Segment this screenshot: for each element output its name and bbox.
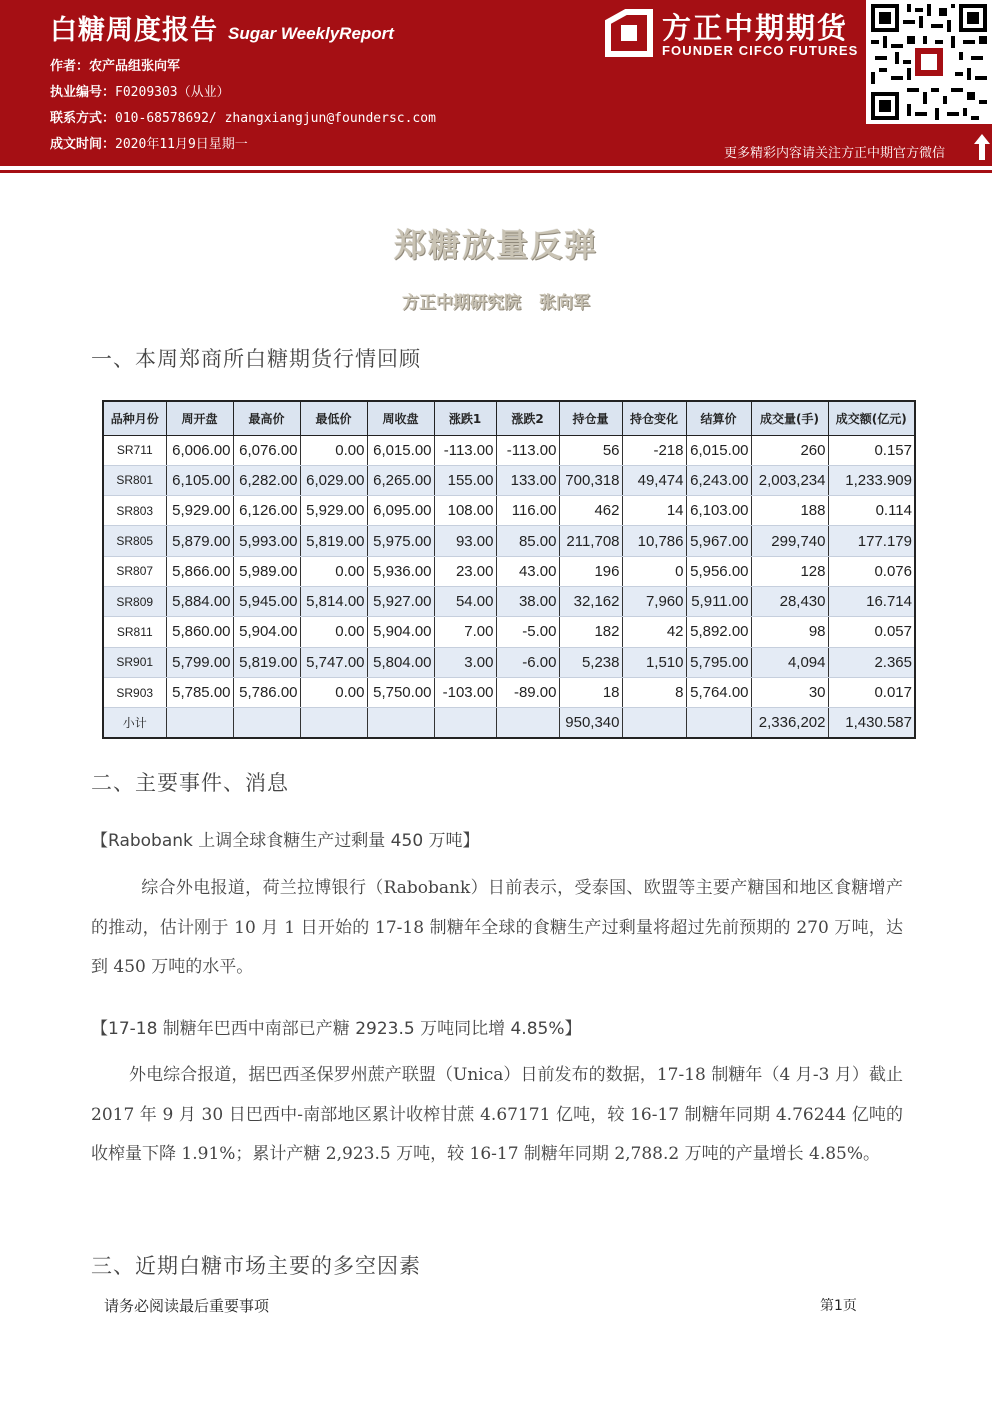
table-cell: 85.00 — [496, 526, 559, 556]
table-cell: 133.00 — [496, 465, 559, 495]
table-cell: 5,911.00 — [686, 586, 751, 616]
table-cell: 32,162 — [559, 586, 622, 616]
date-line — [50, 133, 436, 151]
contract-code-cell: SR811 — [103, 617, 166, 647]
table-cell: 0.157 — [828, 435, 915, 465]
table-cell: 6,015.00 — [367, 435, 434, 465]
section-heading-1: 一、本周郑商所白糖期货行情回顾 — [91, 347, 421, 371]
table-cell: 0.017 — [828, 677, 915, 707]
contract-code-cell: SR807 — [103, 556, 166, 586]
table-cell: 116.00 — [496, 496, 559, 526]
table-cell: 5,904.00 — [233, 617, 300, 647]
table-row — [103, 496, 915, 526]
table-cell: 6,282.00 — [233, 465, 300, 495]
table-cell: 177.179 — [828, 526, 915, 556]
table-cell: 188 — [751, 496, 828, 526]
table-row — [103, 708, 915, 738]
table-cell: 6,076.00 — [233, 435, 300, 465]
table-cell — [496, 708, 559, 738]
report-title-en: Sugar WeeklyReport — [228, 24, 394, 43]
column-header: 最高价 — [233, 401, 300, 435]
footer-notice: 请务必阅读最后重要事项 — [104, 1297, 270, 1315]
contract-code-cell: 小计 — [103, 708, 166, 738]
table-cell: 5,804.00 — [367, 647, 434, 677]
table-cell: 5,764.00 — [686, 677, 751, 707]
table-cell: 6,105.00 — [166, 465, 233, 495]
report-title-zh: 白糖周度报告 — [50, 15, 218, 46]
table-cell: 5,786.00 — [233, 677, 300, 707]
table-cell: 8 — [622, 677, 686, 707]
table-cell: 6,243.00 — [686, 465, 751, 495]
contract-code-cell: SR809 — [103, 586, 166, 616]
table-cell: 128 — [751, 556, 828, 586]
table-cell: -218 — [622, 435, 686, 465]
table-cell: 23.00 — [434, 556, 496, 586]
table-cell: 155.00 — [434, 465, 496, 495]
table-cell: -113.00 — [434, 435, 496, 465]
table-cell: 299,740 — [751, 526, 828, 556]
contract-code-cell: SR711 — [103, 435, 166, 465]
table-cell: 108.00 — [434, 496, 496, 526]
table-cell: 1,430.587 — [828, 708, 915, 738]
table-cell: 5,929.00 — [166, 496, 233, 526]
table-cell: 211,708 — [559, 526, 622, 556]
column-header: 涨跌1 — [434, 401, 496, 435]
table-cell: 182 — [559, 617, 622, 647]
table-cell: 10,786 — [622, 526, 686, 556]
table-header-row — [103, 401, 915, 435]
table-cell: 3.00 — [434, 647, 496, 677]
author-label: 作者： — [50, 59, 90, 74]
qr-code-icon — [870, 4, 988, 120]
column-header: 最低价 — [300, 401, 367, 435]
report-header — [0, 0, 992, 166]
table-cell: 5,936.00 — [367, 556, 434, 586]
table-cell: 5,975.00 — [367, 526, 434, 556]
contract-code-cell: SR901 — [103, 647, 166, 677]
column-header: 成交量(手) — [751, 401, 828, 435]
document-title: 郑糖放量反弹 — [393, 226, 598, 264]
table-cell: 700,318 — [559, 465, 622, 495]
header-info — [50, 8, 436, 151]
news-headline-1: 【Rabobank 上调全球食糖生产过剩量 450 万吨】 — [91, 831, 480, 851]
table-cell — [686, 708, 751, 738]
qr-code — [866, 0, 992, 124]
contract-code-cell: SR803 — [103, 496, 166, 526]
table-cell: 5,819.00 — [233, 647, 300, 677]
table-cell: 950,340 — [559, 708, 622, 738]
table-cell: 5,747.00 — [300, 647, 367, 677]
table-body — [103, 435, 915, 738]
contract-code-cell: SR903 — [103, 677, 166, 707]
header-divider — [0, 170, 992, 173]
table-cell — [367, 708, 434, 738]
document-byline: 方正中期研究院 张向军 — [402, 293, 590, 313]
table-cell: 2.365 — [828, 647, 915, 677]
table-cell — [233, 708, 300, 738]
table-cell: 49,474 — [622, 465, 686, 495]
contact-value: 010-68578692/ zhangxiangjun@foundersc.com — [115, 111, 436, 126]
table-cell: 5,956.00 — [686, 556, 751, 586]
table-cell: 7.00 — [434, 617, 496, 647]
column-header: 涨跌2 — [496, 401, 559, 435]
news-body-1-text: 综合外电报道，荷兰拉博银行（Rabobank）日前表示，受泰国、欧盟等主要产糖国和地区食糖增产的推动，估计刚于 10 月 1 日开始的 17-18 制糖年全球的食糖生产过剩量将超过先前预期的 270 万吨，达到 450 万吨的水平。 — [91, 878, 903, 977]
table-cell: -89.00 — [496, 677, 559, 707]
table-cell: 260 — [751, 435, 828, 465]
table-cell: 42 — [622, 617, 686, 647]
table-cell: 43.00 — [496, 556, 559, 586]
table-cell: 5,785.00 — [166, 677, 233, 707]
table-cell: 6,015.00 — [686, 435, 751, 465]
company-logo — [604, 6, 864, 66]
table-row — [103, 435, 915, 465]
table-cell: 5,904.00 — [367, 617, 434, 647]
table-cell: 4,094 — [751, 647, 828, 677]
table-cell: 93.00 — [434, 526, 496, 556]
table-cell: -6.00 — [496, 647, 559, 677]
report-title — [50, 8, 436, 47]
table-cell: 5,860.00 — [166, 617, 233, 647]
news-body-2-text: 外电综合报道，据巴西圣保罗州蔗产联盟（Unica）日前发布的数据，17-18 制糖年（4 月-3 月）截止 2017 年 9 月 30 日巴西中-南部地区累计收榨甘蔗 4.67171 亿吨，较 16-17 制糖年同期 4.76244 亿吨的收榨量下降 1.91%；累计产糖 2,923.5 万吨，较 16-17 制糖年同期 2,788.2 万吨的产量增长 4.85%。 — [91, 1065, 903, 1164]
logo-name-zh: 方正中期期货 — [662, 11, 849, 45]
column-header: 周开盘 — [166, 401, 233, 435]
table-cell: 196 — [559, 556, 622, 586]
table-cell — [166, 708, 233, 738]
contract-code-cell: SR805 — [103, 526, 166, 556]
table-cell: 5,866.00 — [166, 556, 233, 586]
column-header: 结算价 — [686, 401, 751, 435]
logo-mark-icon — [604, 8, 654, 58]
table-cell: 2,336,202 — [751, 708, 828, 738]
table-cell: 0.00 — [300, 435, 367, 465]
author-value: 农产品组张向军 — [89, 59, 181, 74]
table-cell: 0.00 — [300, 617, 367, 647]
license-line — [50, 81, 436, 99]
date-label: 成文时间： — [50, 137, 116, 152]
table-cell: 98 — [751, 617, 828, 647]
table-cell: 5,884.00 — [166, 586, 233, 616]
table-cell: 0.076 — [828, 556, 915, 586]
table-cell: 0 — [622, 556, 686, 586]
table-row — [103, 617, 915, 647]
table-cell: 28,430 — [751, 586, 828, 616]
table-row — [103, 586, 915, 616]
column-header: 品种月份 — [103, 401, 166, 435]
table-cell: 5,750.00 — [367, 677, 434, 707]
table-cell: 38.00 — [496, 586, 559, 616]
column-header: 周收盘 — [367, 401, 434, 435]
table-cell: 6,006.00 — [166, 435, 233, 465]
table-cell — [300, 708, 367, 738]
table-cell: 0.00 — [300, 677, 367, 707]
table-cell: 5,814.00 — [300, 586, 367, 616]
table-cell: 6,103.00 — [686, 496, 751, 526]
table-cell: 5,945.00 — [233, 586, 300, 616]
table-cell: 14 — [622, 496, 686, 526]
table-cell: -103.00 — [434, 677, 496, 707]
table-cell: 0.057 — [828, 617, 915, 647]
table-cell: 0.00 — [300, 556, 367, 586]
column-header: 成交额(亿元) — [828, 401, 915, 435]
column-header: 持仓量 — [559, 401, 622, 435]
table-row — [103, 526, 915, 556]
futures-table — [102, 400, 914, 739]
table-cell: 5,993.00 — [233, 526, 300, 556]
follow-wechat-text: 更多精彩内容请关注方正中期官方微信 — [724, 146, 946, 161]
table-cell: 16.714 — [828, 586, 915, 616]
table-cell: 1,233.909 — [828, 465, 915, 495]
table-cell: 5,819.00 — [300, 526, 367, 556]
table-cell: -5.00 — [496, 617, 559, 647]
table-cell: 6,265.00 — [367, 465, 434, 495]
table-cell — [434, 708, 496, 738]
table-cell: 54.00 — [434, 586, 496, 616]
futures-table-grid — [102, 400, 916, 739]
table-cell: 56 — [559, 435, 622, 465]
table-row — [103, 677, 915, 707]
news-body-1 — [91, 869, 903, 988]
section-heading-2: 二、主要事件、消息 — [91, 771, 289, 795]
table-cell: 7,960 — [622, 586, 686, 616]
table-cell: 5,967.00 — [686, 526, 751, 556]
table-cell: 5,238 — [559, 647, 622, 677]
column-header: 持仓变化 — [622, 401, 686, 435]
table-header — [103, 401, 915, 435]
table-cell: 30 — [751, 677, 828, 707]
table-row — [103, 556, 915, 586]
license-label: 执业编号： — [50, 85, 116, 100]
logo-name-en: FOUNDER CIFCO FUTURES — [662, 43, 859, 58]
date-value: 2020年11月9日星期一 — [115, 137, 248, 152]
table-cell: 6,095.00 — [367, 496, 434, 526]
table-cell: 1,510 — [622, 647, 686, 677]
contact-label: 联系方式： — [50, 111, 116, 126]
news-headline-2: 【17-18 制糖年巴西中南部已产糖 2923.5 万吨同比增 4.85%】 — [91, 1019, 582, 1039]
table-cell: -113.00 — [496, 435, 559, 465]
page-number: 第1页 — [820, 1298, 857, 1314]
table-cell: 5,927.00 — [367, 586, 434, 616]
table-cell: 5,799.00 — [166, 647, 233, 677]
table-cell: 6,029.00 — [300, 465, 367, 495]
contract-code-cell: SR801 — [103, 465, 166, 495]
table-cell: 18 — [559, 677, 622, 707]
table-row — [103, 647, 915, 677]
table-cell: 5,879.00 — [166, 526, 233, 556]
table-cell: 5,892.00 — [686, 617, 751, 647]
table-cell: 5,989.00 — [233, 556, 300, 586]
contact-line — [50, 107, 436, 125]
section-heading-3: 三、近期白糖市场主要的多空因素 — [91, 1254, 421, 1278]
arrow-up-icon — [974, 134, 990, 160]
table-cell: 6,126.00 — [233, 496, 300, 526]
table-cell — [622, 708, 686, 738]
table-cell: 462 — [559, 496, 622, 526]
table-cell: 2,003,234 — [751, 465, 828, 495]
table-cell: 5,795.00 — [686, 647, 751, 677]
table-cell: 0.114 — [828, 496, 915, 526]
table-row — [103, 465, 915, 495]
news-body-2 — [91, 1056, 903, 1175]
license-value: F0209303（从业） — [115, 85, 230, 100]
table-cell: 5,929.00 — [300, 496, 367, 526]
author-line — [50, 55, 436, 73]
